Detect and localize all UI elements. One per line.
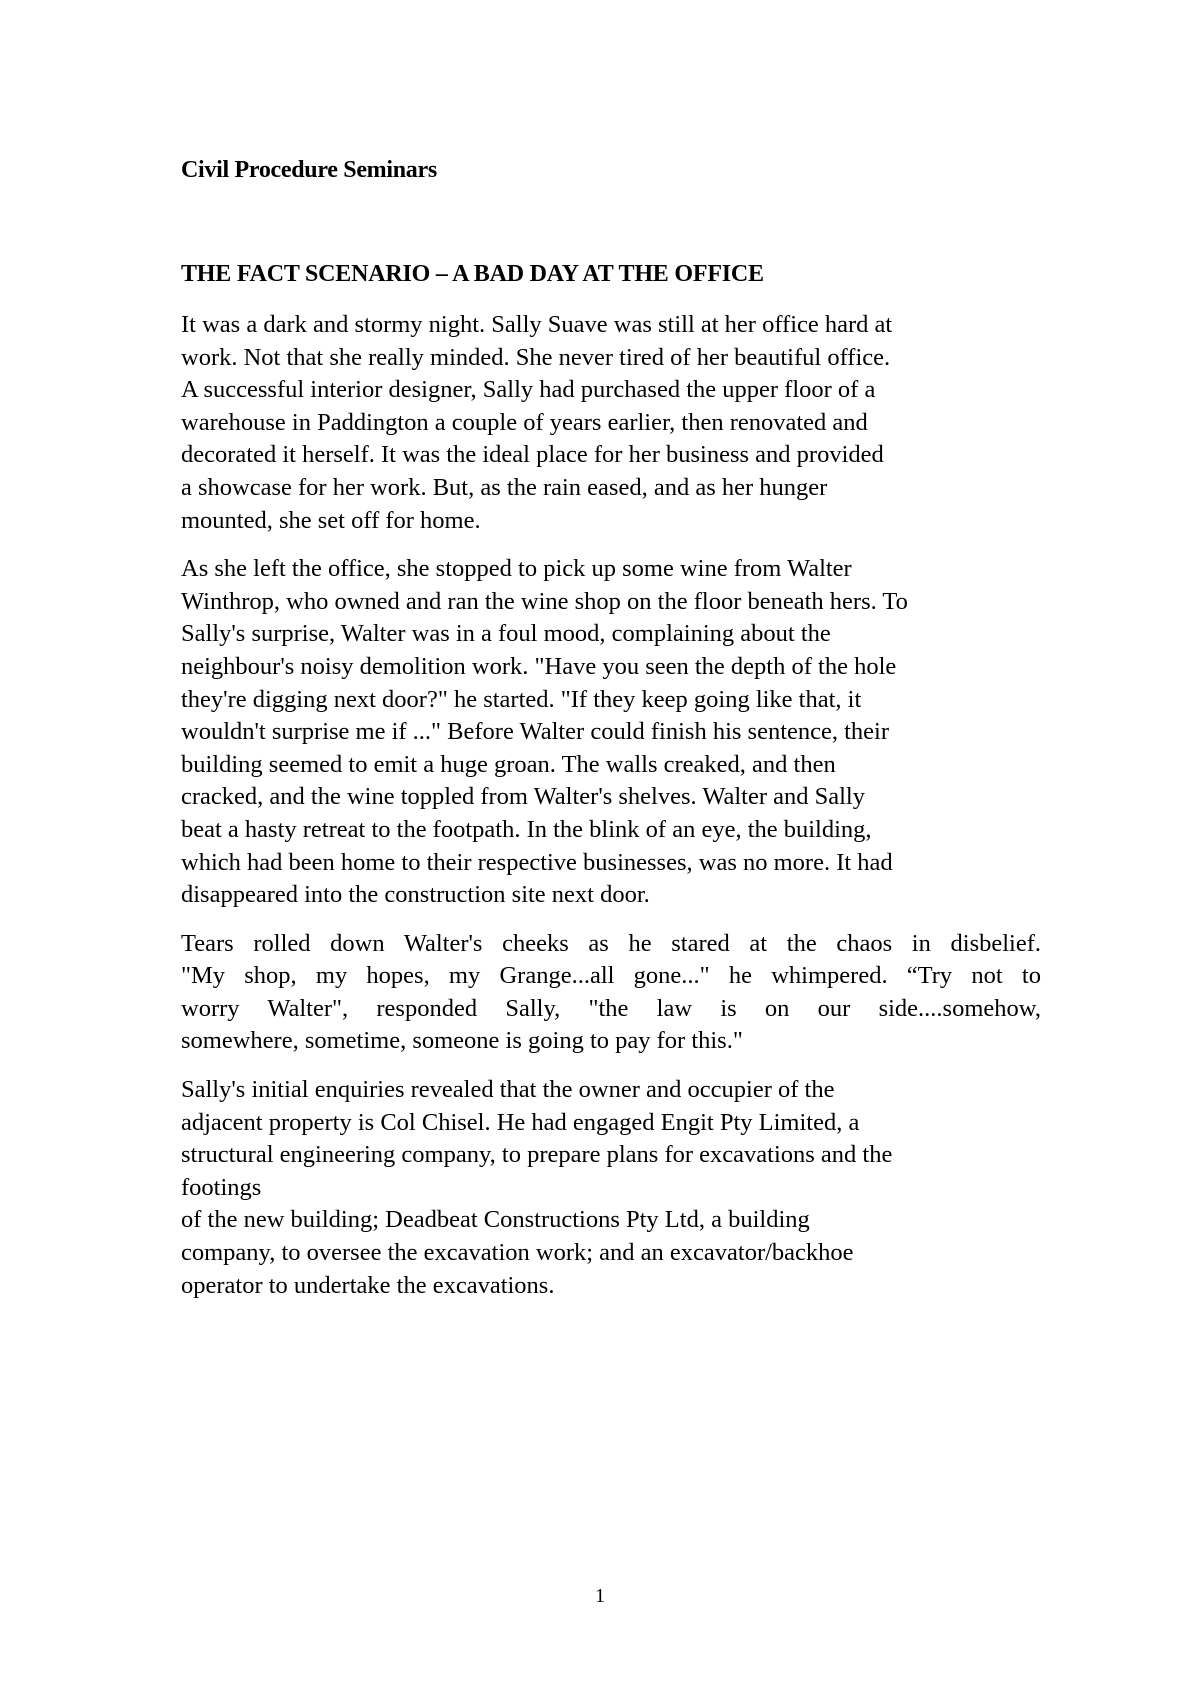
paragraph-line: they're digging next door?" he started. "If they keep going like that, it bbox=[181, 685, 862, 713]
paragraph-4 bbox=[181, 1074, 1041, 1302]
paragraph-line: warehouse in Paddington a couple of years earlier, then renovated and bbox=[181, 408, 868, 436]
paragraph-3 bbox=[181, 928, 1041, 1058]
paragraph-line: Tears rolled down Walter's cheeks as he stared at the chaos in disbelief. bbox=[181, 929, 1041, 957]
paragraph-line: somewhere, sometime, someone is going to pay for this." bbox=[181, 1027, 743, 1055]
paragraph-line: a showcase for her work. But, as the rain eased, and as her hunger bbox=[181, 473, 828, 501]
paragraph-line: "My shop, my hopes, my Grange...all gone..." he whimpered. “Try not to bbox=[181, 962, 1041, 990]
paragraph-1 bbox=[181, 309, 1041, 537]
course-title: Civil Procedure Seminars bbox=[181, 157, 437, 183]
paragraph-line: As she left the office, she stopped to pick up some wine from Walter bbox=[181, 555, 852, 583]
paragraph-line: It was a dark and stormy night. Sally Suave was still at her office hard at bbox=[181, 311, 893, 338]
paragraph-line: disappeared into the construction site next door. bbox=[181, 881, 650, 909]
paragraph-line: worry Walter", responded Sally, "the law is on our side....somehow, bbox=[181, 994, 1041, 1022]
paragraph-line: beat a hasty retreat to the footpath. In the blink of an eye, the building, bbox=[181, 815, 872, 843]
paragraph-line: wouldn't surprise me if ..." Before Walter could finish his sentence, their bbox=[181, 718, 890, 746]
paragraph-line: Sally's initial enquiries revealed that the owner and occupier of the bbox=[181, 1076, 835, 1104]
paragraph-line: A successful interior designer, Sally had purchased the upper floor of a bbox=[181, 376, 876, 404]
paragraph-line: mounted, she set off for home. bbox=[181, 506, 481, 534]
page-number: 1 bbox=[595, 1585, 605, 1607]
paragraph-line: work. Not that she really minded. She never tired of her beautiful office. bbox=[181, 343, 891, 371]
paragraph-line: structural engineering company, to prepare plans for excavations and the bbox=[181, 1141, 893, 1169]
page-content bbox=[181, 154, 1041, 1302]
paragraph-line: Sally's surprise, Walter was in a foul mood, complaining about the bbox=[181, 620, 831, 648]
paragraph-line: decorated it herself. It was the ideal place for her business and provided bbox=[181, 441, 884, 469]
paragraph-2 bbox=[181, 553, 1041, 912]
paragraph-line: building seemed to emit a huge groan. The walls creaked, and then bbox=[181, 750, 836, 778]
paragraph-line: operator to undertake the excavations. bbox=[181, 1271, 555, 1299]
paragraph-line: Winthrop, who owned and ran the wine shop on the floor beneath hers. To bbox=[181, 587, 908, 615]
paragraph-line: which had been home to their respective businesses, was no more. It had bbox=[181, 848, 893, 876]
paragraph-line: of the new building; Deadbeat Constructions Pty Ltd, a building bbox=[181, 1206, 810, 1234]
paragraph-line: neighbour's noisy demolition work. "Have you seen the depth of the hole bbox=[181, 652, 897, 680]
scenario-heading: THE FACT SCENARIO – A BAD DAY AT THE OFFICE bbox=[181, 261, 764, 287]
paragraph-line: company, to oversee the excavation work; and an excavator/backhoe bbox=[181, 1239, 854, 1267]
paragraph-line: adjacent property is Col Chisel. He had engaged Engit Pty Limited, a bbox=[181, 1108, 860, 1136]
paragraph-line: cracked, and the wine toppled from Walter's shelves. Walter and Sally bbox=[181, 783, 865, 811]
paragraph-line: footings bbox=[181, 1173, 262, 1201]
